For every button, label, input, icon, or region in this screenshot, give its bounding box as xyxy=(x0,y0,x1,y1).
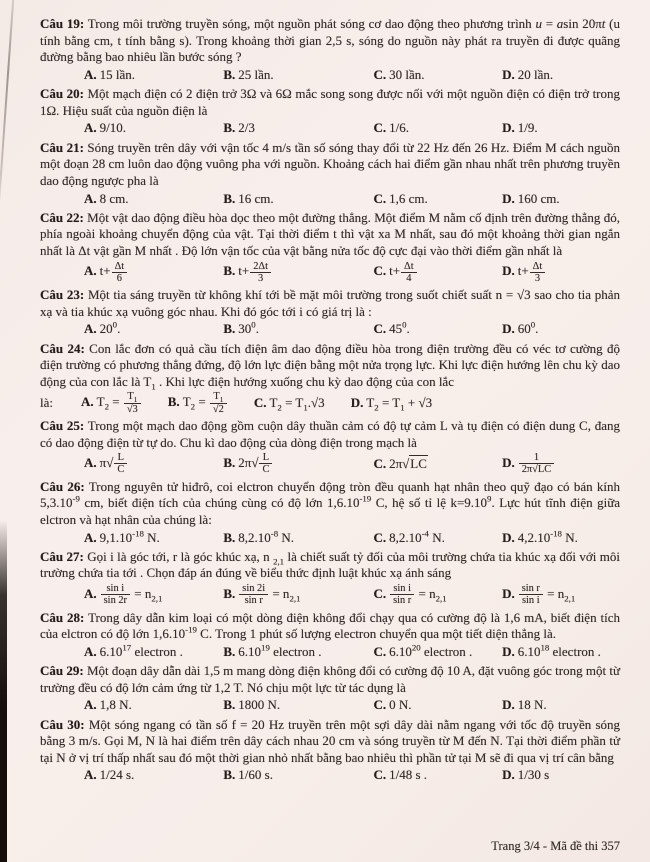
option xyxy=(373,644,502,660)
option xyxy=(502,530,620,546)
option-value: $\frac{\sin 2i}{\text{sin r}}$ = $n_{2,1}$ xyxy=(238,586,300,601)
option-letter: B. xyxy=(223,120,236,136)
question-text: Trong nguyên tử hiđrô, coi elctron chuyển động tròn đều quanh hạt nhân theo quỹ đạo có bán kính $5,3.10^{-9}$ cm, biết điện tích của chúng cùng có độ lớn $1,6.10^{-19}$ C, hệ số tỉ lệ $k=9.10^9$. Lực hút tĩnh điện giữa elctron và hạt nhân của chúng là: xyxy=(40,478,621,527)
option xyxy=(502,767,620,783)
option-value: $T_2$ = $\frac{T_1}{√2}$ xyxy=(183,394,228,409)
scan-edge-artifact xyxy=(0,520,7,862)
option-letter: D. xyxy=(502,120,515,136)
question xyxy=(40,479,620,546)
option-value: $8,2.10^{-4}$ N. xyxy=(389,528,445,545)
option xyxy=(223,644,373,660)
option-value: 1/48 s . xyxy=(389,767,427,783)
option xyxy=(373,191,502,207)
options-row xyxy=(40,583,620,606)
option xyxy=(84,191,223,207)
option xyxy=(84,261,223,284)
question-number: Câu 25: xyxy=(40,417,85,433)
option xyxy=(373,120,502,136)
option xyxy=(373,261,502,284)
option-letter: D. xyxy=(502,529,515,545)
option-value: π√ $\frac{L}{C}$ xyxy=(100,455,129,470)
option-value: 18 N. xyxy=(517,697,547,713)
options-prefix: là: xyxy=(40,395,53,411)
option xyxy=(84,67,223,83)
option-value: 1,8 N. xyxy=(99,697,132,713)
option xyxy=(373,456,502,472)
question-text: Một vật dao động điều hòa dọc theo một đường thẳng. Một điểm M nằm cố định trên đường thẳng đó, phía ngoài khoảng chuyển động của vật. Tại thời điểm t thì vật xa M nhất, sau đó một khoảng thời gian ngắn nhất là Δt vật gần M nhất . Độ lớn vận tốc của vật bằng nửa tốc độ cực đại vào thời điểm gần nhất là xyxy=(40,209,621,258)
option xyxy=(254,395,325,411)
option xyxy=(373,530,502,546)
option-letter: D. xyxy=(502,767,515,783)
option xyxy=(223,120,373,136)
option xyxy=(223,583,373,606)
question-number: Câu 24: xyxy=(40,340,85,356)
option xyxy=(502,191,620,207)
question xyxy=(40,287,620,338)
question-stem xyxy=(40,16,620,66)
option-value: t+ $\frac{\Delta t}{4}$ xyxy=(389,263,418,278)
option-value: 9/10. xyxy=(99,120,127,136)
question-stem xyxy=(40,86,620,119)
question xyxy=(40,16,620,83)
question-text: Một tia sáng truyền từ không khí tới bề mặt môi trường trong suốt chiết suất n = √3 sao cho tia phản xạ và tia khúc xạ vuông góc nhau. Khi đó góc tới i có giá trị là : xyxy=(40,287,620,319)
option xyxy=(502,583,620,606)
option xyxy=(84,120,223,136)
option xyxy=(502,452,620,475)
question-number: Câu 22: xyxy=(40,209,84,225)
option xyxy=(223,261,373,284)
option xyxy=(502,644,620,660)
option-value: $T_2 = T_1 + √3$ xyxy=(366,395,433,413)
option-value: t+ $\frac{\Delta t}{3}$ xyxy=(518,263,547,278)
option-letter: C. xyxy=(373,767,387,783)
question-text: Trong một mạch dao động gồm cuộn dây thuần cảm có độ tự cảm L và tụ điện có điện dung C, đang có dao động điện từ tự do. Chu kì dao động của dòng điện trong mạch là xyxy=(40,417,620,450)
option-value: $4,2.10^{-18}$ N. xyxy=(517,528,578,545)
option xyxy=(223,191,373,207)
options-row xyxy=(40,261,620,284)
question-text: Trong môi trường truyền sóng, một nguồn phát sóng cơ dao động theo phương trình u = asin 20πt (u tính bằng cm, t tính bằng s). Trong khoảng thời gian 2,5 s, sóng do nguồn này phát ra truyền đi được quãng đường bằng bao nhiêu lần bước sóng ? xyxy=(40,16,621,65)
option-letter: B. xyxy=(223,529,236,545)
question-number: Câu 30: xyxy=(40,716,85,732)
option-letter: D. xyxy=(502,190,515,206)
option-letter: D. xyxy=(502,643,515,659)
question-stem xyxy=(40,210,620,260)
option xyxy=(502,261,620,284)
option-letter: B. xyxy=(223,263,236,279)
option-value: 30 lần. xyxy=(389,66,425,82)
option xyxy=(373,583,502,606)
question xyxy=(40,140,620,207)
question-stem xyxy=(40,341,620,391)
option-letter: C. xyxy=(373,697,387,713)
question-text: Một mạch điện có 2 điện trở 3Ω và 6Ω mắc song song được nối với một nguồn điện có điện trở trong 1Ω. Hiệu suất của nguồn điện là xyxy=(40,86,621,118)
page-footer-text: Trang 3/4 - Mã đề thi 357 xyxy=(491,839,620,853)
option-value: 160 cm. xyxy=(517,190,560,206)
question-number: Câu 20: xyxy=(40,86,84,102)
option-letter: A. xyxy=(84,454,97,470)
option-letter: A. xyxy=(84,190,97,206)
option-value: 6.10$^{20}$ electron . xyxy=(389,642,473,659)
options-row xyxy=(40,530,620,546)
option xyxy=(168,391,228,414)
option xyxy=(373,321,502,337)
option-value: $8,2.10^{-8}$ N. xyxy=(238,528,295,545)
question-stem xyxy=(40,287,620,320)
option xyxy=(502,120,620,136)
option-value: 6.10$^{17}$ electron . xyxy=(99,642,183,659)
option-letter: A. xyxy=(84,529,97,545)
option xyxy=(223,452,373,475)
option-value: t+ $\frac{2\Delta t}{3}$ xyxy=(238,263,272,278)
option-letter: A. xyxy=(84,263,97,279)
question-text: Một đoạn dây dẫn dài 1,5 m mang dòng điện không đổi có cường độ 10 A, đặt vuông góc trong một từ trường đều có độ lớn cảm ứng từ 1,2 T. Nó chịu một lực từ tác dụng là xyxy=(40,663,620,695)
option-value: 1/24 s. xyxy=(99,767,135,783)
option-letter: D. xyxy=(502,321,515,337)
question-text: Gọi i là góc tới, r là góc khúc xạ, n $_{2,1}$ là chiết suất tỷ đối của môi trường chứa tia khúc xạ đối với môi trường chứa tia tới . Chọn đáp án đúng về biểu thức định luật khúc xạ ánh sáng xyxy=(40,548,620,581)
options-row xyxy=(40,452,620,475)
options-row xyxy=(40,697,620,713)
option-value: $30^0$. xyxy=(238,320,259,337)
question-text: Trong dây dẫn kim loại có một dòng điện không đổi chạy qua có cường độ là 1,6 mA, biết điện tích của elctron có độ lớn $1,6.10^{-19}$ C. Trong 1 phút số lượng electron chuyển qua một tiết diện thẳng là. xyxy=(40,609,620,642)
option-value: $20^0$. xyxy=(99,320,121,337)
option-letter: C. xyxy=(373,263,387,279)
option-value: 15 lần. xyxy=(99,66,136,82)
options-row xyxy=(40,191,620,207)
question-text: Sóng truyền trên dây với vận tốc 4 m/s tần số sóng thay đổi từ 22 Hz đến 26 Hz. Điểm M cách nguồn một đoạn 28 cm luôn dao động vuông pha với nguồn. Khoảng cách hai điểm gần nhau nhất trên phương truyền dao động ngược pha là xyxy=(40,139,621,188)
question-text: Một sóng ngang có tần số f = 20 Hz truyền trên một sợi dây dài nằm ngang với tốc độ truyền sóng bằng 3 m/s. Gọi M, N là hai điểm trên dây cách nhau 20 cm và sóng truyền từ M đến N. Tại thời điểm phần tử tại N ở vị trí thấp nhất sau đó một thời gian nhỏ nhất bằng bao nhiêu thì phần tử tại M sẽ đi qua vị trí cân bằng xyxy=(40,716,621,765)
question xyxy=(40,210,620,284)
option-letter: D. xyxy=(502,697,515,713)
option-letter: C. xyxy=(373,529,387,545)
option-value: $\frac{1}{2\pi√LC}$ xyxy=(518,455,555,470)
option-letter: C. xyxy=(373,643,387,659)
option-letter: A. xyxy=(84,643,97,659)
question xyxy=(40,549,620,607)
option xyxy=(84,321,223,337)
option-letter: C. xyxy=(373,455,387,471)
option-letter: C. xyxy=(373,190,387,206)
question-number: Câu 28: xyxy=(40,609,85,625)
option xyxy=(223,530,373,546)
question-stem xyxy=(40,140,620,190)
option xyxy=(373,767,502,783)
option-value: 6.10$^{18}$ electron . xyxy=(517,642,601,659)
option-letter: C. xyxy=(373,66,387,82)
option-letter: A. xyxy=(84,697,97,713)
option-value: 2/3 xyxy=(238,120,255,136)
option-letter: C. xyxy=(253,395,267,411)
question-number: Câu 27: xyxy=(40,548,84,564)
paper-crease-artifact xyxy=(0,0,15,225)
option-value: 6.10$^{19}$ electron . xyxy=(238,642,322,659)
question-stem xyxy=(40,418,620,451)
option-letter: B. xyxy=(223,190,236,206)
option xyxy=(84,697,223,713)
option xyxy=(84,644,223,660)
option xyxy=(223,67,373,83)
question-number: Câu 23: xyxy=(40,287,85,303)
question xyxy=(40,610,620,661)
options-row xyxy=(40,120,620,136)
option-value: $T_2$ = $\frac{T_1}{√3}$ xyxy=(97,394,142,409)
option-letter: B. xyxy=(223,767,236,783)
option-letter: D. xyxy=(502,454,515,470)
question-list xyxy=(40,16,620,784)
question-stem xyxy=(40,610,620,643)
options-row xyxy=(40,767,620,783)
option-value: 1,6 cm. xyxy=(389,190,428,206)
option-letter: D. xyxy=(502,263,515,279)
option-letter: B. xyxy=(223,454,236,470)
option-value: 2π√LC xyxy=(389,455,427,471)
question-text: Con lắc đơn có quả cầu tích điện âm dao động điều hòa trong điện trường đều có véc tơ cường độ điện trường có phương thẳng đứng, độ lớn lực điện bằng một nửa trọng lực. Khi lực điện hướng lên chu kỳ dao động của con lắc là $T_1$ . Khi lực điện hướng xuống chu kỳ dao động của con lắc xyxy=(40,340,621,392)
option xyxy=(84,583,223,606)
page-footer xyxy=(491,839,620,854)
option xyxy=(502,321,620,337)
option-letter: A. xyxy=(84,66,97,82)
option xyxy=(84,452,223,475)
options-row xyxy=(40,644,620,660)
option-value: 2π√ $\frac{L}{C}$ xyxy=(238,455,273,470)
option xyxy=(373,697,502,713)
question xyxy=(40,663,620,714)
option-value: 8 cm. xyxy=(99,190,129,206)
question-number: Câu 21: xyxy=(40,139,84,155)
option-value: $T_2 = T_1.√3$ xyxy=(269,395,325,413)
question-stem xyxy=(40,479,620,529)
option-value: $\frac{\text{sin r}}{\text{sin i}}$ = $n_{2,1}$ xyxy=(518,586,576,601)
option-value: $\frac{\text{sin i}}{\text{sin r}}$ = $n_{2,1}$ xyxy=(389,586,447,601)
question-number: Câu 19: xyxy=(40,16,85,31)
question xyxy=(40,86,620,137)
option-value: 1/60 s. xyxy=(238,767,273,783)
options-row xyxy=(40,67,620,83)
question xyxy=(40,341,620,415)
options-row xyxy=(40,391,620,414)
option xyxy=(223,321,373,337)
option-letter: A. xyxy=(84,321,97,337)
question xyxy=(40,418,620,476)
option-letter: D. xyxy=(502,66,515,82)
option-letter: B. xyxy=(223,697,236,713)
question-stem xyxy=(40,663,620,696)
option-value: $60^0$. xyxy=(517,320,539,337)
option-value: 1800 N. xyxy=(238,697,281,713)
option-letter: B. xyxy=(223,585,236,601)
option-letter: C. xyxy=(373,585,387,601)
option-value: 20 lần. xyxy=(517,66,554,82)
option xyxy=(84,767,223,783)
option-letter: A. xyxy=(84,767,97,783)
option-value: t+ $\frac{\Delta t}{6}$ xyxy=(100,263,129,278)
option xyxy=(84,530,223,546)
option-letter: A. xyxy=(84,585,97,601)
option-letter: A. xyxy=(84,120,97,136)
option-value: $9,1.10^{-18}$ N. xyxy=(99,528,160,545)
option-value: 1/6. xyxy=(389,120,409,136)
option xyxy=(223,767,373,783)
question-number: Câu 26: xyxy=(40,478,85,494)
option-value: 25 lần. xyxy=(238,66,274,82)
option-letter: C. xyxy=(373,120,387,136)
option-letter: C. xyxy=(373,321,387,337)
option xyxy=(351,395,432,411)
question-stem xyxy=(40,549,620,582)
option-value: 1/30 s xyxy=(517,767,550,783)
option-value: $45^0$. xyxy=(389,320,410,337)
option-value: 1/9. xyxy=(517,120,538,136)
option-letter: D. xyxy=(350,395,364,411)
question-stem xyxy=(40,717,620,767)
option-value: 16 cm. xyxy=(238,190,274,206)
option xyxy=(81,391,142,414)
option xyxy=(502,67,620,83)
question xyxy=(40,717,620,784)
option-value: $\frac{\text{sin i}}{\sin 2r}$ = $n_{2,1}$ xyxy=(100,586,163,601)
option-letter: B. xyxy=(223,321,236,337)
option xyxy=(223,697,373,713)
question-number: Câu 29: xyxy=(40,663,84,678)
option-letter: B. xyxy=(223,66,236,82)
option xyxy=(502,697,620,713)
options-row xyxy=(40,321,620,337)
option-value: 0 N. xyxy=(389,697,412,713)
option xyxy=(373,67,502,83)
option-letter: B. xyxy=(223,643,236,659)
option-letter: D. xyxy=(502,585,515,601)
option-letter: A. xyxy=(81,394,94,410)
option-letter: B. xyxy=(167,394,180,410)
